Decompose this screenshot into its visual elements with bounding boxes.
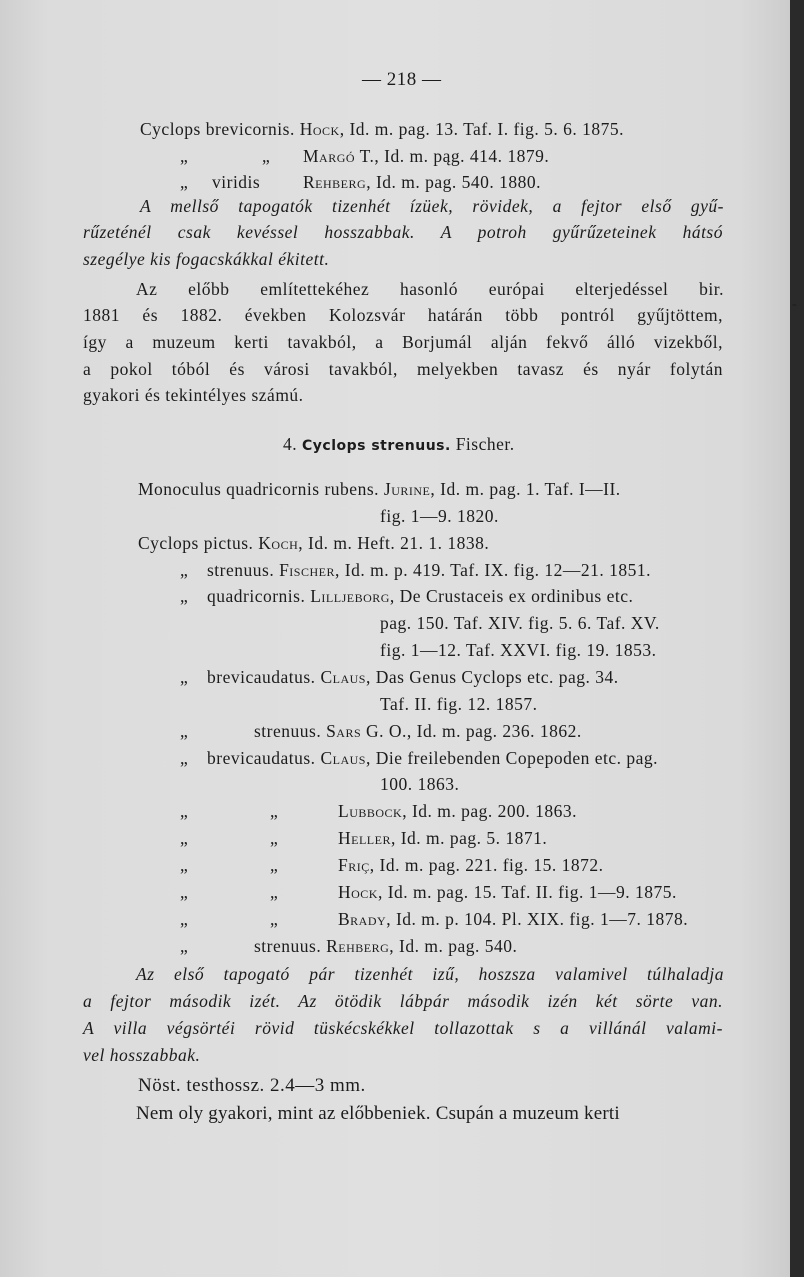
- author: Hock: [338, 882, 378, 902]
- author: Heller: [338, 828, 391, 848]
- synonym-line: [303, 174, 541, 192]
- synonym-name: strenuus.: [207, 560, 275, 580]
- citation-continuation: 100. 1863.: [380, 774, 460, 794]
- synonym-line: [262, 148, 270, 166]
- synonym-line: [303, 148, 549, 166]
- citation: , De Crustaceis ex ordinibus etc.: [389, 586, 634, 606]
- synonym-line: [254, 723, 582, 741]
- author: Margó: [303, 146, 356, 166]
- description-line: rűzeténél csak kevéssel hosszabbak. A potroh gyűrűzeteinek hátsó: [83, 222, 723, 242]
- author: Rehberg: [326, 936, 390, 956]
- ditto-mark: „: [180, 560, 189, 580]
- page-edge-shadow: [790, 0, 804, 1277]
- ditto-mark: „: [180, 801, 189, 821]
- synonym-line: [338, 830, 547, 848]
- citation-continuation: Taf. II. fig. 12. 1857.: [380, 694, 538, 714]
- margin-mark: -: [792, 297, 797, 312]
- synonym-line: [138, 535, 489, 553]
- synonym-line: [180, 148, 188, 166]
- synonym-name: quadricornis.: [207, 586, 306, 606]
- body-line: Nöst. testhossz. 2.4—3 mm.: [138, 1075, 366, 1096]
- body-line: így a muzeum kerti tavakból, a Borjumál alján fekvő álló vizekből,: [83, 332, 723, 352]
- ditto-mark: „: [180, 909, 189, 929]
- citation: , Id. m. pag. 540.: [389, 936, 518, 956]
- author: Claus: [320, 667, 366, 687]
- citation: , Id. m. pag. 200. 1863.: [402, 801, 578, 821]
- author: Brady: [338, 909, 387, 929]
- page-number: — 218 —: [362, 69, 442, 90]
- ditto-mark: „: [180, 667, 189, 687]
- ditto-mark: „: [180, 828, 189, 848]
- synonym-name: strenuus.: [254, 936, 322, 956]
- author: Sars: [326, 721, 362, 741]
- synonym-line: [207, 562, 651, 580]
- synonym-line: [338, 884, 677, 902]
- synonym-line: [180, 174, 188, 192]
- species-name: Cyclops strenuus.: [302, 438, 451, 454]
- synonym-name: viridis: [212, 172, 261, 192]
- synonym-line: [338, 803, 577, 821]
- synonym-line: [212, 174, 260, 192]
- ditto-mark: „: [262, 146, 271, 166]
- description-line: A villa végsörtéi rövid tüskécskékkel tollazottak s a villánál valami-: [83, 1018, 723, 1038]
- citation: T., Id. m. pąg. 414. 1879.: [355, 146, 550, 166]
- body-line: 1881 és 1882. években Kolozsvár határán több pontról gyűjtöttem,: [83, 305, 723, 325]
- citation: , Die freilebenden Copepoden etc. pag.: [365, 748, 659, 768]
- citation: , Id. m. p. 104. Pl. XIX. fig. 1—7. 1878.: [386, 909, 689, 929]
- citation: , Id. m. pag. 13. Taf. I. fig. 5. 6. 1875.: [339, 119, 625, 139]
- ditto-mark: „: [270, 909, 279, 929]
- ditto-mark: „: [270, 828, 279, 848]
- body-line: a pokol tóból és városi tavakból, melyekben tavasz és nyár folytán: [83, 359, 723, 379]
- synonym-name: brevicaudatus.: [207, 748, 316, 768]
- body-line: gyakori és tekintélyes számú.: [83, 385, 304, 405]
- synonym-name: Cyclops brevicornis.: [140, 119, 295, 139]
- author: Lilljeborg: [310, 586, 390, 606]
- synonym-line: [338, 911, 688, 929]
- ditto-mark: „: [270, 882, 279, 902]
- author: Hock: [299, 119, 340, 139]
- ditto-mark: „: [180, 172, 189, 192]
- author: Claus: [320, 748, 366, 768]
- citation: , Id. m. pag. 540. 1880.: [366, 172, 542, 192]
- ditto-mark: „: [180, 146, 189, 166]
- citation: , Id. m. pag. 5. 1871.: [390, 828, 548, 848]
- synonym-line: [207, 669, 619, 687]
- ditto-mark: „: [180, 936, 189, 956]
- citation-continuation: fig. 1—12. Taf. XXVI. fig. 19. 1853.: [380, 640, 657, 660]
- species-number: 4.: [283, 434, 298, 454]
- author: Koch: [258, 533, 299, 553]
- ditto-mark: „: [180, 721, 189, 741]
- synonym-line: [207, 588, 633, 606]
- citation: G. O., Id. m. pag. 236. 1862.: [361, 721, 582, 741]
- description-line: szegélye kis fogacskákkal ékitett.: [83, 249, 330, 269]
- description-line: Az első tapogató pár tizenhét izű, hoszsza valamivel túlhaladja: [136, 964, 724, 984]
- citation: , Id. m. p. 419. Taf. IX. fig. 12—21. 1851.: [335, 560, 651, 580]
- citation: , Id. m. Heft. 21. 1. 1838.: [298, 533, 490, 553]
- citation: , Id. m. pag. 221. fig. 15. 1872.: [369, 855, 604, 875]
- ditto-mark: „: [180, 586, 189, 606]
- species-heading: [283, 436, 515, 454]
- citation-continuation: fig. 1—9. 1820.: [380, 506, 499, 526]
- body-line: Az előbb említettekéhez hasonló európai elterjedéssel bir.: [136, 279, 724, 299]
- synonym-name: strenuus.: [254, 721, 322, 741]
- ditto-mark: „: [270, 801, 279, 821]
- body-line: Nem oly gyakori, mint az előbbeniek. Csupán a muzeum kerti: [136, 1103, 620, 1124]
- species-author: Fischer.: [455, 434, 515, 454]
- synonym-name: brevicaudatus.: [207, 667, 316, 687]
- ditto-mark: „: [180, 882, 189, 902]
- author: Jurine: [383, 479, 431, 499]
- ditto-mark: „: [180, 748, 189, 768]
- citation: , Das Genus Cyclops etc. pag. 34.: [365, 667, 619, 687]
- description-line: a fejtor második izét. Az ötödik lábpár második izén két sörte van.: [83, 991, 723, 1011]
- author: Rehberg: [303, 172, 367, 192]
- synonym-line: [338, 857, 604, 875]
- author: Fischer: [279, 560, 335, 580]
- synonym-name: Monoculus quadricornis rubens.: [138, 479, 380, 499]
- citation: , Id. m. pag. 15. Taf. II. fig. 1—9. 1875.: [377, 882, 677, 902]
- description-line: A mellső tapogatók tizenhét ízüek, rövidek, a fejtor első gyű-: [140, 196, 724, 216]
- synonym-line: [207, 750, 658, 768]
- synonym-line: [254, 938, 517, 956]
- author: Lubbock: [338, 801, 403, 821]
- synonym-name: Cyclops pictus.: [138, 533, 254, 553]
- citation: , Id. m. pag. 1. Taf. I—II.: [430, 479, 621, 499]
- ditto-mark: „: [180, 855, 189, 875]
- ditto-mark: „: [270, 855, 279, 875]
- description-line: vel hosszabbak.: [83, 1045, 201, 1065]
- citation-continuation: pag. 150. Taf. XIV. fig. 5. 6. Taf. XV.: [380, 613, 660, 633]
- author: Friç: [338, 855, 370, 875]
- synonym-line: [140, 121, 624, 139]
- synonym-line: [138, 481, 621, 499]
